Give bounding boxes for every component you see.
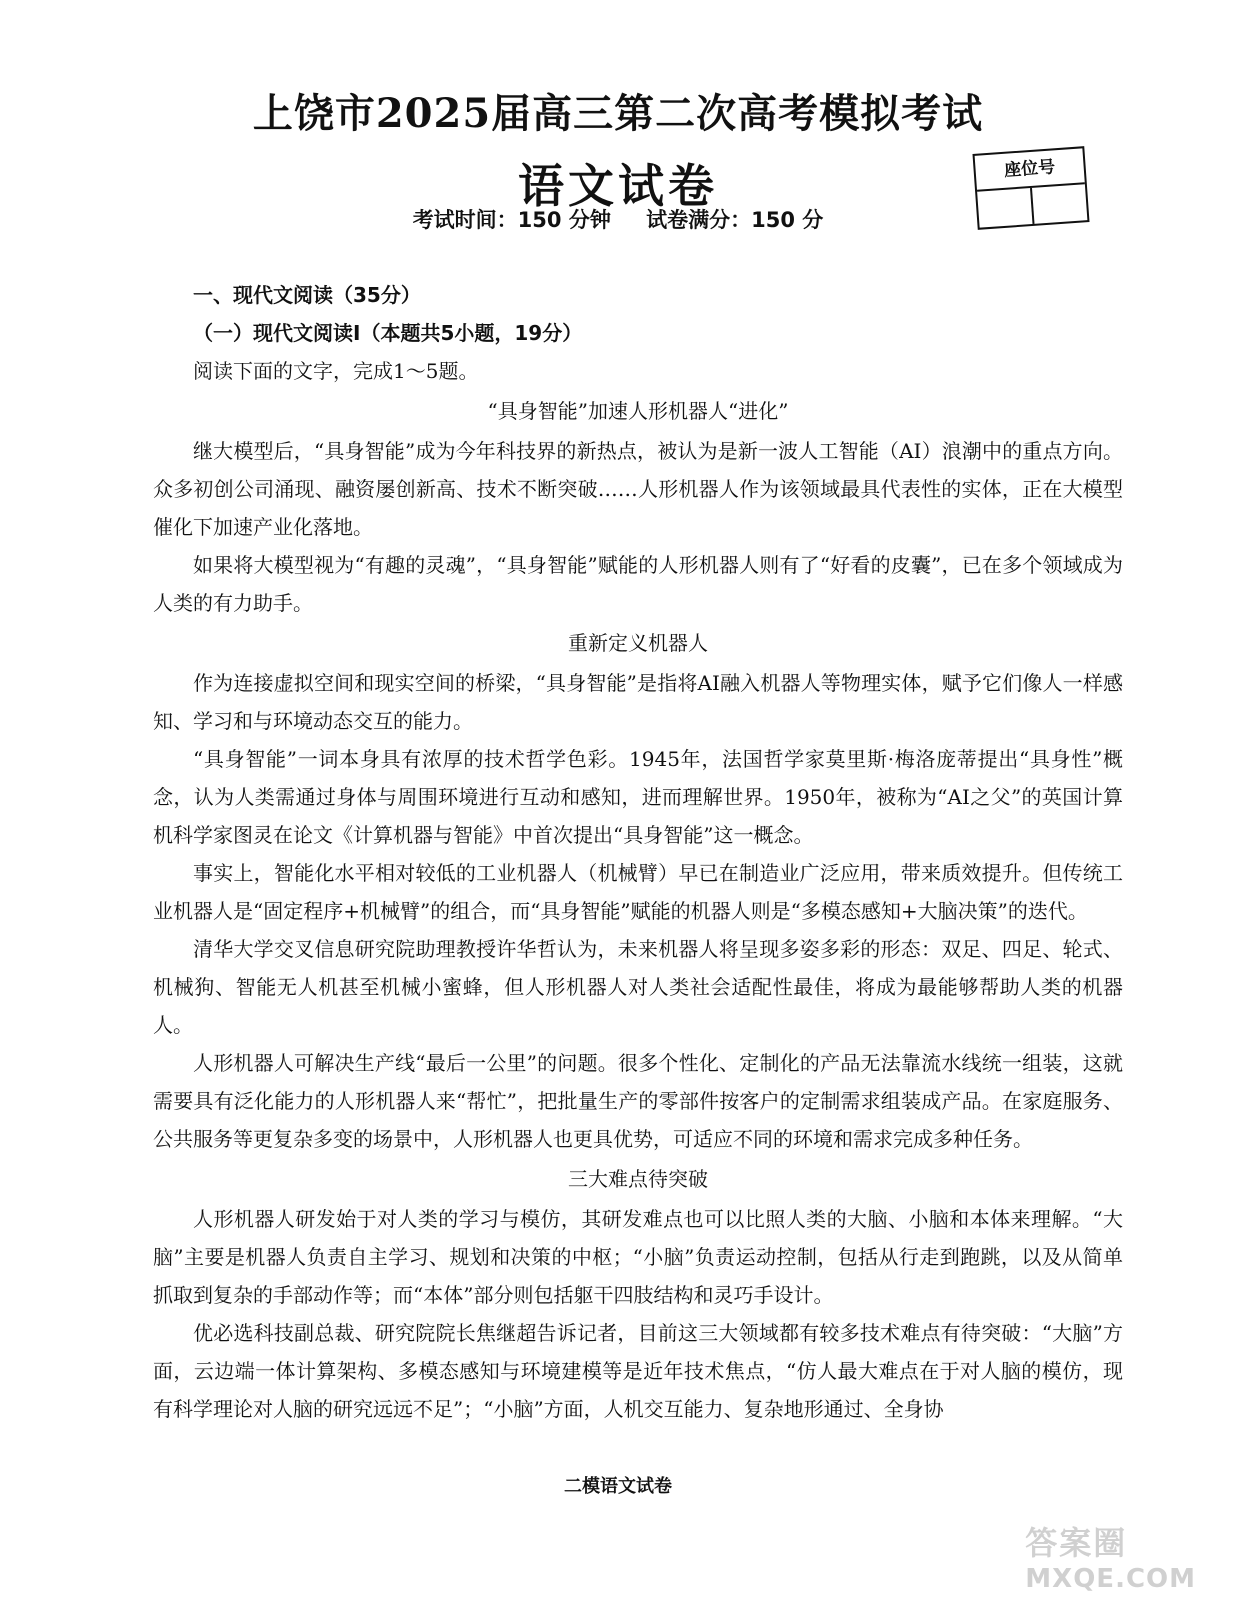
subject-title: 语文试卷	[518, 159, 718, 213]
section-heading: 一、现代文阅读（35分）	[193, 283, 421, 307]
subsection-heading: （一）现代文阅读Ⅰ（本题共5小题，19分）	[193, 321, 583, 345]
seat-number-cell	[1030, 184, 1087, 224]
exam-title: 上饶市2025届高三第二次高考模拟考试	[252, 90, 984, 137]
reading-instruction: 阅读下面的文字，完成1～5题。	[193, 359, 479, 383]
article-paragraph: 继大模型后，“具身智能”成为今年科技界的新热点，被认为是新一波人工智能（AI）浪潮中的重点方向。众多初创公司涌现、融资屡创新高、技术不断突破……人形机器人作为该领域最具代表性的实体，正在大模型催化下加速产业化落地。	[153, 439, 1123, 539]
exam-content	[153, 276, 1123, 1428]
article-paragraph: 如果将大模型视为“有趣的灵魂”，“具身智能”赋能的人形机器人则有了“好看的皮囊”，已在多个领域成为人类的有力助手。	[153, 553, 1123, 615]
article-paragraph: 清华大学交叉信息研究院助理教授许华哲认为，未来机器人将呈现多姿多彩的形态：双足、四足、轮式、机械狗、智能无人机甚至机械小蜜蜂，但人形机器人对人类社会适配性最佳，将成为最能够帮助人类的机器人。	[153, 937, 1123, 1037]
page-footer: 二模语文试卷	[564, 1476, 672, 1497]
watermark-site: MXQE.COM	[1025, 1564, 1196, 1594]
article-paragraph: 优必选科技副总裁、研究院院长焦继超告诉记者，目前这三大领域都有较多技术难点有待突破：“大脑”方面，云边端一体计算架构、多模态感知与环境建模等是近年技术焦点，“仿人最大难点在于对人脑的模仿，现有科学理论对人脑的研究远远不足”；“小脑”方面，人机交互能力、复杂地形通过、全身协	[153, 1321, 1123, 1421]
watermark-text: 答案圈	[1025, 1524, 1128, 1562]
article-paragraph: 作为连接虚拟空间和现实空间的桥梁，“具身智能”是指将AI融入机器人等物理实体，赋予它们像人一样感知、学习和与环境动态交互的能力。	[153, 671, 1123, 733]
seat-number-box	[972, 146, 1089, 230]
article-paragraph: “具身智能”一词本身具有浓厚的技术哲学色彩。1945年，法国哲学家莫里斯·梅洛庞蒂提出“具身性”概念，认为人类需通过身体与周围环境进行互动和感知，进而理解世界。1950年，被称为“AI之父”的英国计算机科学家图灵在论文《计算机器与智能》中首次提出“具身智能”这一概念。	[153, 747, 1123, 847]
article-paragraph: 事实上，智能化水平相对较低的工业机器人（机械臂）早已在制造业广泛应用，带来质效提升。但传统工业机器人是“固定程序+机械臂”的组合，而“具身智能”赋能的机器人则是“多模态感知+大脑决策”的迭代。	[153, 861, 1123, 923]
article-title: “具身智能”加速人形机器人“进化”	[487, 399, 789, 423]
seat-number-cell	[977, 188, 1032, 228]
article-paragraph: 人形机器人可解决生产线“最后一公里”的问题。很多个性化、定制化的产品无法靠流水线统一组装，这就需要具有泛化能力的人形机器人来“帮忙”，把批量生产的零部件按客户的定制需求组装成产品。在家庭服务、公共服务等更复杂多变的场景中，人形机器人也更具优势，可适应不同的环境和需求完成多种任务。	[153, 1051, 1123, 1151]
seat-number-label: 座位号	[975, 148, 1085, 191]
article-paragraph: 人形机器人研发始于对人类的学习与模仿，其研发难点也可以比照人类的大脑、小脑和本体来理解。“大脑”主要是机器人负责自主学习、规划和决策的中枢；“小脑”负责运动控制，包括从行走到跑跳，以及从简单抓取到复杂的手部动作等；而“本体”部分则包括躯干四肢结构和灵巧手设计。	[153, 1207, 1123, 1307]
exam-time: 考试时间：150 分钟	[412, 208, 611, 232]
article-subtitle: 重新定义机器人	[568, 631, 708, 655]
article-subtitle: 三大难点待突破	[568, 1167, 708, 1191]
watermark-logo	[1025, 1518, 1196, 1594]
full-score: 试卷满分：150 分	[646, 208, 824, 232]
